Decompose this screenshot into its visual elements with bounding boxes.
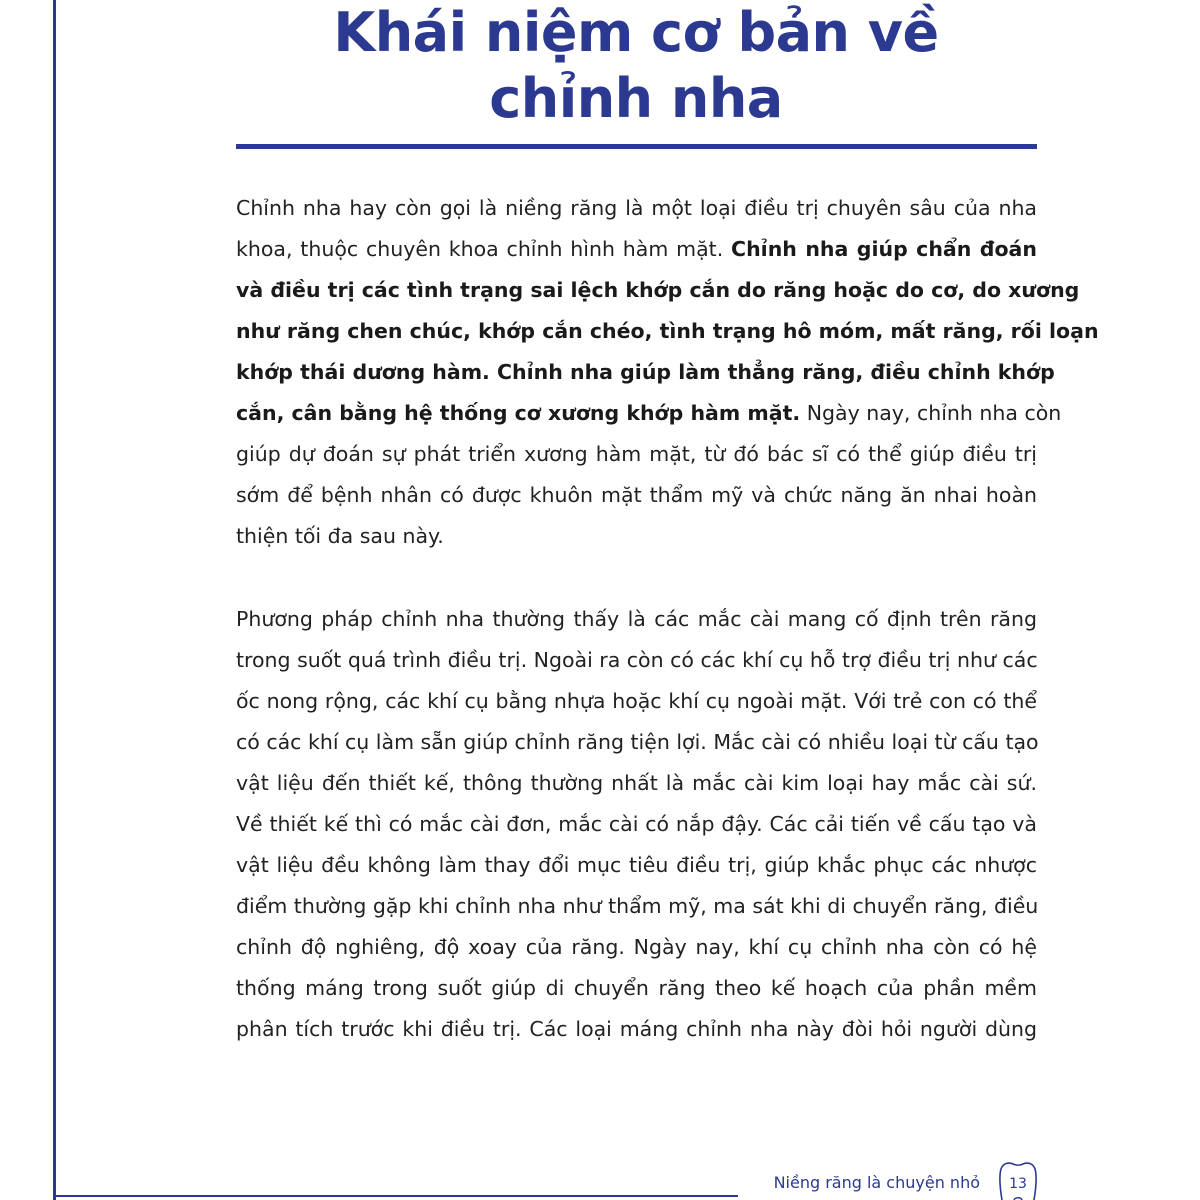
footer-book-title: Niềng răng là chuyện nhỏ [773,1173,980,1192]
text-line [236,516,1037,557]
text-segment: vật liệu đều không làm thay đổi mục tiêu điều trị, giúp khắc phục các nhược [236,853,1037,877]
text-segment: điểm thường gặp khi chỉnh nha như thẩm mỹ, ma sát khi di chuyển răng, điều [236,894,1039,918]
text-line [236,352,1055,393]
text-line [236,845,1037,886]
paragraph-2 [236,599,1037,1050]
text-segment: Chỉnh nha hay còn gọi là niềng răng là một loại điều trị chuyên sâu của nha [236,196,1037,220]
text-segment: khoa, thuộc chuyên khoa chỉnh hình hàm mặt. [236,237,732,261]
text-line [236,763,1037,804]
text-line [236,804,1037,845]
text-line [236,229,1037,270]
text-line [236,475,1037,516]
text-line [236,393,1062,434]
text-segment: giúp dự đoán sự phát triển xương hàm mặt, từ đó bác sĩ có thể giúp điều trị [236,442,1037,466]
left-margin-rule [53,0,56,1200]
text-segment: Ngày nay, chỉnh nha còn [800,401,1062,425]
text-segment: Về thiết kế thì có mắc cài đơn, mắc cài có nắp đậy. Các cải tiến về cấu tạo và [236,812,1037,836]
text-segment: trong suốt quá trình điều trị. Ngoài ra còn có các khí cụ hỗ trợ điều trị như các [236,648,1038,672]
text-line [236,968,1037,1009]
text-segment: thiện tối đa sau này. [236,524,444,548]
text-line [236,927,1037,968]
text-segment: ốc nong rộng, các khí cụ bằng nhựa hoặc khí cụ ngoài mặt. Với trẻ con có thể [236,689,1037,713]
page-title [236,0,1036,132]
text-segment: Phương pháp chỉnh nha thường thấy là các mắc cài mang cố định trên răng [236,607,1037,631]
text-segment: vật liệu đến thiết kế, thông thường nhất là mắc cài kim loại hay mắc cài sứ. [236,771,1037,795]
bold-text-segment: như răng chen chúc, khớp cắn chéo, tình trạng hô móm, mất răng, rối loạn [236,319,1099,343]
text-line [236,270,1080,311]
text-line [236,599,1037,640]
text-line [236,886,1037,927]
text-line [236,722,1037,763]
page-title-line-2: chỉnh nha [489,67,783,130]
bold-text-segment: Chỉnh nha giúp chẩn đoán [731,237,1037,261]
text-segment: có các khí cụ làm sẵn giúp chỉnh răng tiện lợi. Mắc cài có nhiều loại từ cấu tạo [236,730,1039,754]
bold-text-segment: và điều trị các tình trạng sai lệch khớp cắn do răng hoặc do cơ, do xương [236,278,1080,302]
text-segment: phân tích trước khi điều trị. Các loại máng chỉnh nha này đòi hỏi người dùng [236,1017,1037,1041]
footer-rule [53,1195,738,1197]
page-number-badge [996,1160,1040,1200]
text-line [236,434,1037,475]
text-segment: chỉnh độ nghiêng, độ xoay của răng. Ngày nay, khí cụ chỉnh nha còn có hệ [236,935,1037,959]
text-line [236,311,1099,352]
text-line [236,681,1037,722]
paragraph-1 [236,188,1099,557]
text-line [236,188,1037,229]
text-segment: sớm để bệnh nhân có được khuôn mặt thẩm mỹ và chức năng ăn nhai hoàn [236,483,1037,507]
page-number: 13 [1009,1176,1027,1192]
page-title-line-1: Khái niệm cơ bản về [333,1,939,64]
title-underline [236,144,1037,149]
bold-text-segment: cắn, cân bằng hệ thống cơ xương khớp hàm mặt. [236,401,801,425]
bold-text-segment: khớp thái dương hàm. Chỉnh nha giúp làm thẳng răng, điều chỉnh khớp [236,360,1055,384]
text-line [236,1009,1037,1050]
text-line [236,640,1037,681]
text-segment: thống máng trong suốt giúp di chuyển răng theo kế hoạch của phần mềm [236,976,1037,1000]
